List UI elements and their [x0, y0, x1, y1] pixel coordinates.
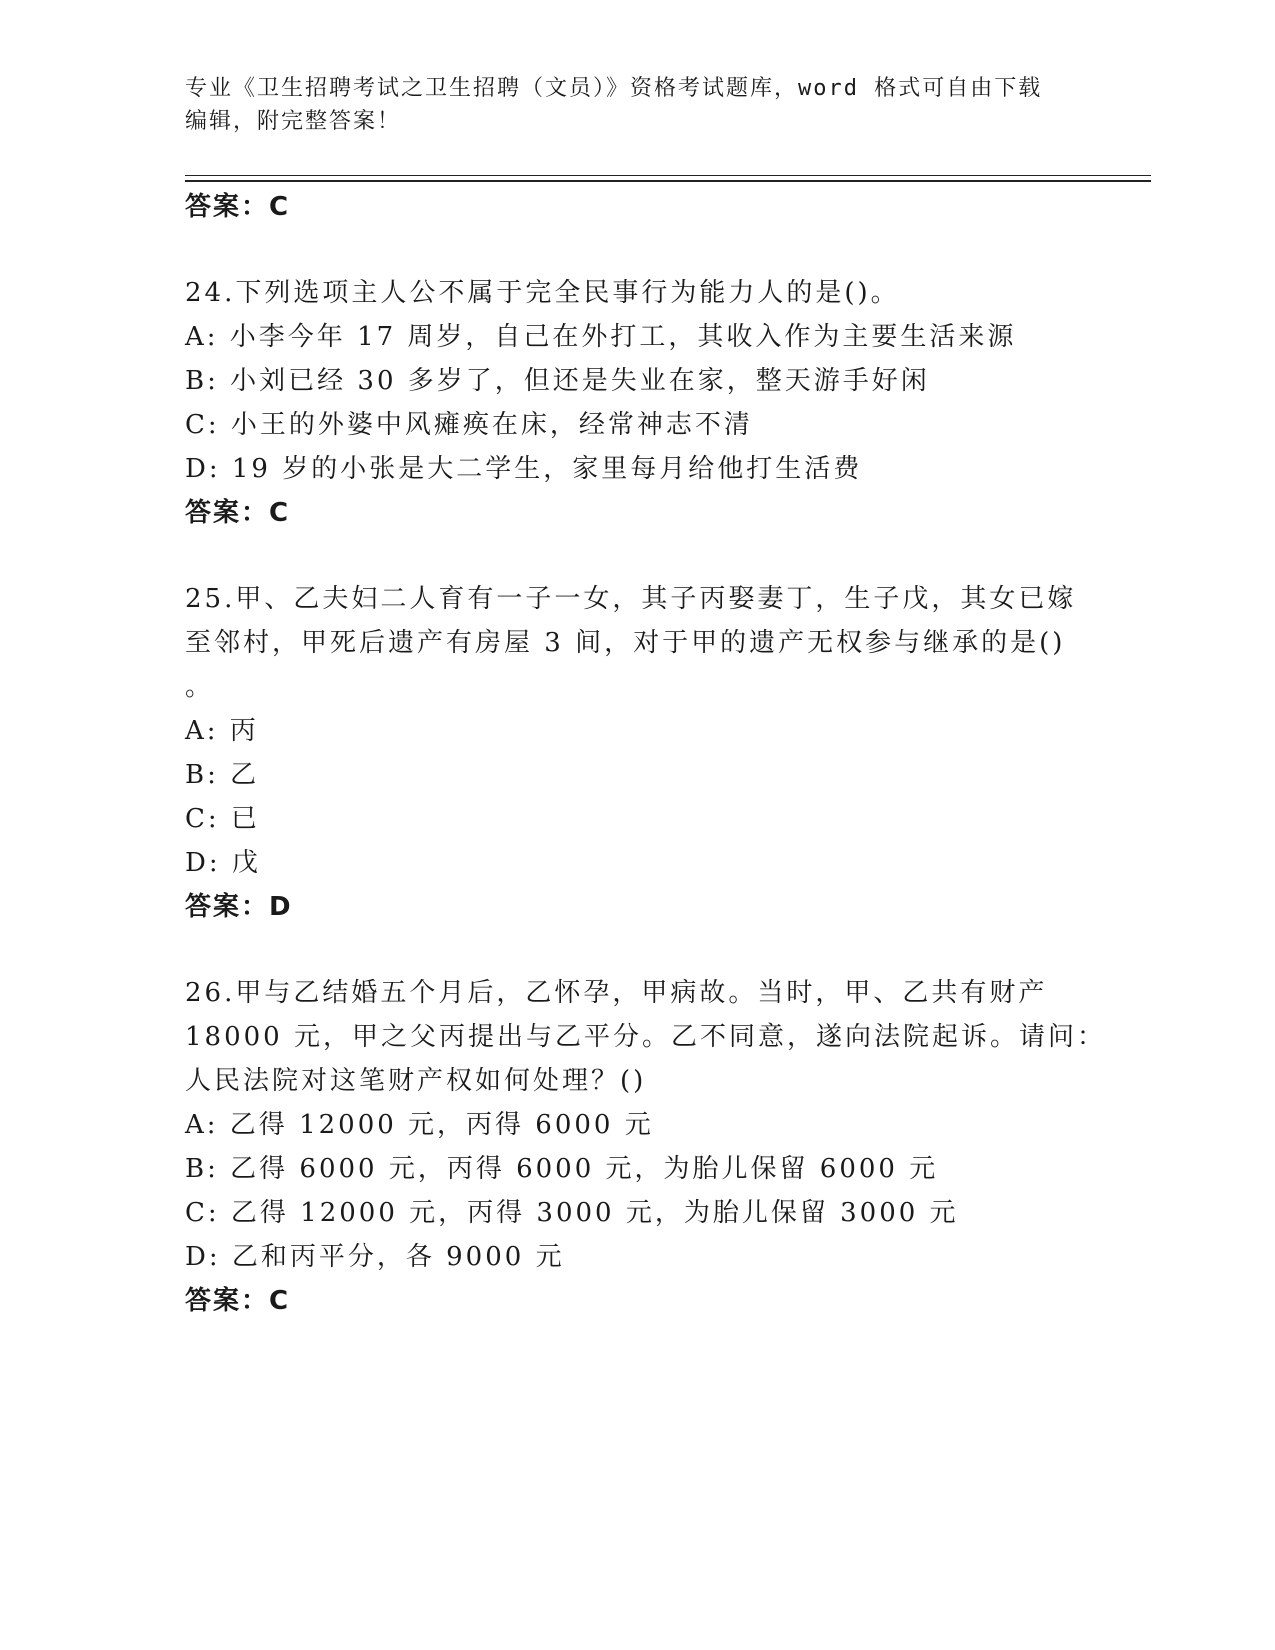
question-24-option-d: D: 19 岁的小张是大二学生，家里每月给他打生活费 [185, 454, 863, 484]
question-24-answer: 答案：C [185, 498, 291, 528]
question-25-stem-line-2: 至邻村，甲死后遗产有房屋 3 间，对于甲的遗产无权参与继承的是() [185, 628, 1066, 658]
question-26-option-b: B: 乙得 6000 元，丙得 6000 元，为胎儿保留 6000 元 [185, 1154, 939, 1184]
question-25-stem-line-1: 25.甲、乙夫妇二人育有一子一女，其子丙娶妻丁，生子戊，其女已嫁 [185, 584, 1077, 614]
question-25-option-d: D: 戊 [185, 848, 261, 878]
question-24-option-c: C: 小王的外婆中风瘫痪在床，经常神志不清 [185, 410, 753, 440]
question-25-option-c: C: 已 [185, 804, 260, 834]
question-24-option-a: A: 小李今年 17 周岁，自己在外打工，其收入作为主要生活来源 [185, 322, 1017, 352]
question-26-answer: 答案：C [185, 1286, 291, 1316]
header-line-2: 编辑，附完整答案！ [185, 109, 402, 134]
question-26-option-a: A: 乙得 12000 元，丙得 6000 元 [185, 1110, 654, 1140]
header-divider-thick [185, 180, 1151, 182]
document-header [185, 72, 1065, 138]
header-divider-thin [185, 175, 1151, 176]
question-25-option-b: B: 乙 [185, 760, 260, 790]
question-26-stem-line-2: 18000 元，甲之父丙提出与乙平分。乙不同意，遂向法院起诉。请问： [185, 1022, 1106, 1052]
question-24-stem: 24.下列选项主人公不属于完全民事行为能力人的是()。 [185, 278, 900, 308]
question-24-option-b: B: 小刘已经 30 多岁了，但还是失业在家，整天游手好闲 [185, 366, 930, 396]
question-26-stem-line-1: 26.甲与乙结婚五个月后，乙怀孕，甲病故。当时，甲、乙共有财产 [185, 978, 1048, 1008]
question-25-option-a: A: 丙 [185, 716, 259, 746]
question-25-answer: 答案：D [185, 892, 293, 922]
question-25-stem-line-3: 。 [185, 672, 215, 702]
question-26-stem-line-3: 人民法院对这笔财产权如何处理？() [185, 1066, 647, 1096]
answer-previous: 答案：C [185, 192, 291, 222]
question-26-option-c: C: 乙得 12000 元，丙得 3000 元，为胎儿保留 3000 元 [185, 1198, 959, 1228]
header-line-1: 专业《卫生招聘考试之卫生招聘（文员）》资格考试题库，word 格式可自由下载 [185, 76, 1043, 101]
question-26-option-d: D: 乙和丙平分，各 9000 元 [185, 1242, 565, 1272]
